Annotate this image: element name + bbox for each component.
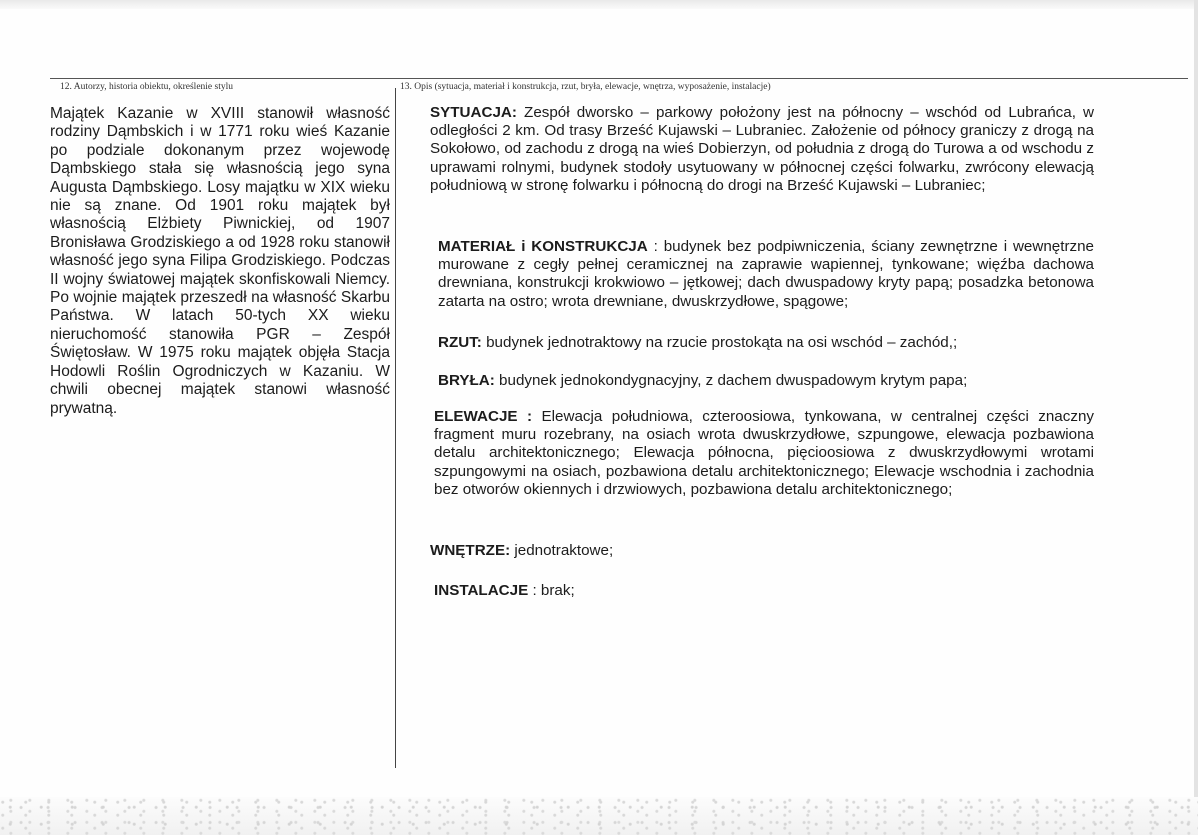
section-material <box>438 238 1094 311</box>
scan-right-edge <box>1194 0 1198 835</box>
scan-bottom-noise <box>0 797 1198 835</box>
scan-top-edge <box>0 0 1198 9</box>
text-wnetrze: jednotraktowe; <box>514 542 614 559</box>
text-material: : budynek bez podpiwniczenia, ściany zewnętrzne i wewnętrzne murowane z cegły pełnej ceramicznej na zaprawie wapiennej, tynkowane; więźba dachowa drewniana, konstrukcji krokwiowo – jętkowej; dach dwuspadowy kryty papą; posadzka betonowa zatarta na ostro; wrota drewniane, dwuskrzydłowe, spągowe; <box>438 238 1094 310</box>
section-sytuacja <box>430 104 1094 195</box>
section-rzut <box>438 334 1094 352</box>
label-wnetrze: WNĘTRZE: <box>430 542 511 559</box>
label-rzut: RZUT: <box>438 334 482 351</box>
label-sytuacja: SYTUACJA: <box>430 104 517 121</box>
section-elewacje <box>434 408 1094 499</box>
label-bryla: BRYŁA: <box>438 372 495 389</box>
heading-history: 12. Autorzy, historia obiektu, określenie stylu <box>60 82 233 92</box>
section-wnetrze <box>430 542 1094 560</box>
history-text: Majątek Kazanie w XVIII stanowił własność rodziny Dąmbskich i w 1771 roku wieś Kazanie po podziale dokonanym przez wojewodę Dąmbskiego stała się własnością jego syna Augusta Dąmbskiego. Losy majątku w XIX wieku nie są znane. Od 1901 roku majątek był własnością Elżbiety Piwnickiej, od 1907 Bronisława Grodziskiego a od 1928 roku stanowił własność jego syna Filipa Grodziskiego. Podczas II wojny światowej majątek skonfiskowali Niemcy. Po wojnie majątek przeszedł na własność Skarbu Państwa. W latach 50-tych XX wieku nieruchomość stanowiła PGR – Zespół Świętosław. W 1975 roku majątek objęła Stacja Hodowli Roślin Ogrodniczych w Kazaniu. W chwili obecnej majątek stanowi własność prywatną. <box>50 105 390 417</box>
label-material: MATERIAŁ i KONSTRUKCJA <box>438 238 648 255</box>
column-divider <box>395 88 396 768</box>
text-rzut: budynek jednotraktowy na rzucie prostokąta na osi wschód – zachód,; <box>486 334 958 351</box>
label-elewacje: ELEWACJE : <box>434 408 533 425</box>
text-instalacje: : brak; <box>532 582 575 599</box>
section-instalacje <box>434 582 1098 600</box>
section-bryla <box>438 372 1094 390</box>
label-instalacje: INSTALACJE <box>434 582 529 599</box>
form-top-rule <box>50 78 1188 79</box>
heading-description: 13. Opis (sytuacja, materiał i konstrukcja, rzut, bryła, elewacje, wnętrza, wyposażenie, instalacje) <box>400 82 771 92</box>
text-elewacje: Elewacja południowa, czteroosiowa, tynkowana, w centralnej części znaczny fragment muru rozebrany, na osiach wrota dwuskrzydłowe, szpungowe, elewacja pozbawiona detalu architektonicznego; Elewacja północna, pięcioosiowa z dwuskrzydłowymi wrotami szpungowymi na osiach, pozbawiona detalu architektonicznego; Elewacje wschodnia i zachodnia bez otworów okiennych i drzwiowych, pozbawiona detalu architektonicznego; <box>434 408 1094 498</box>
text-sytuacja: Zespół dworsko – parkowy położony jest na północny – wschód od Lubrańca, w odległości 2 km. Od trasy Brześć Kujawski – Lubraniec. Założenie od północy graniczy z drogą na Sokołowo, od zachodu z drogą na wieś Dobierzyn, od południa z drogą do Turowa a od wschodu z uprawami rolnymi, budynek stodoły usytuowany w północnej części folwarku, zwrócony elewacją południową w stronę folwarku i północną do drogi na Brześć Kujawski – Lubraniec; <box>430 104 1094 194</box>
text-bryla: budynek jednokondygnacyjny, z dachem dwuspadowym krytym papa; <box>499 372 968 389</box>
